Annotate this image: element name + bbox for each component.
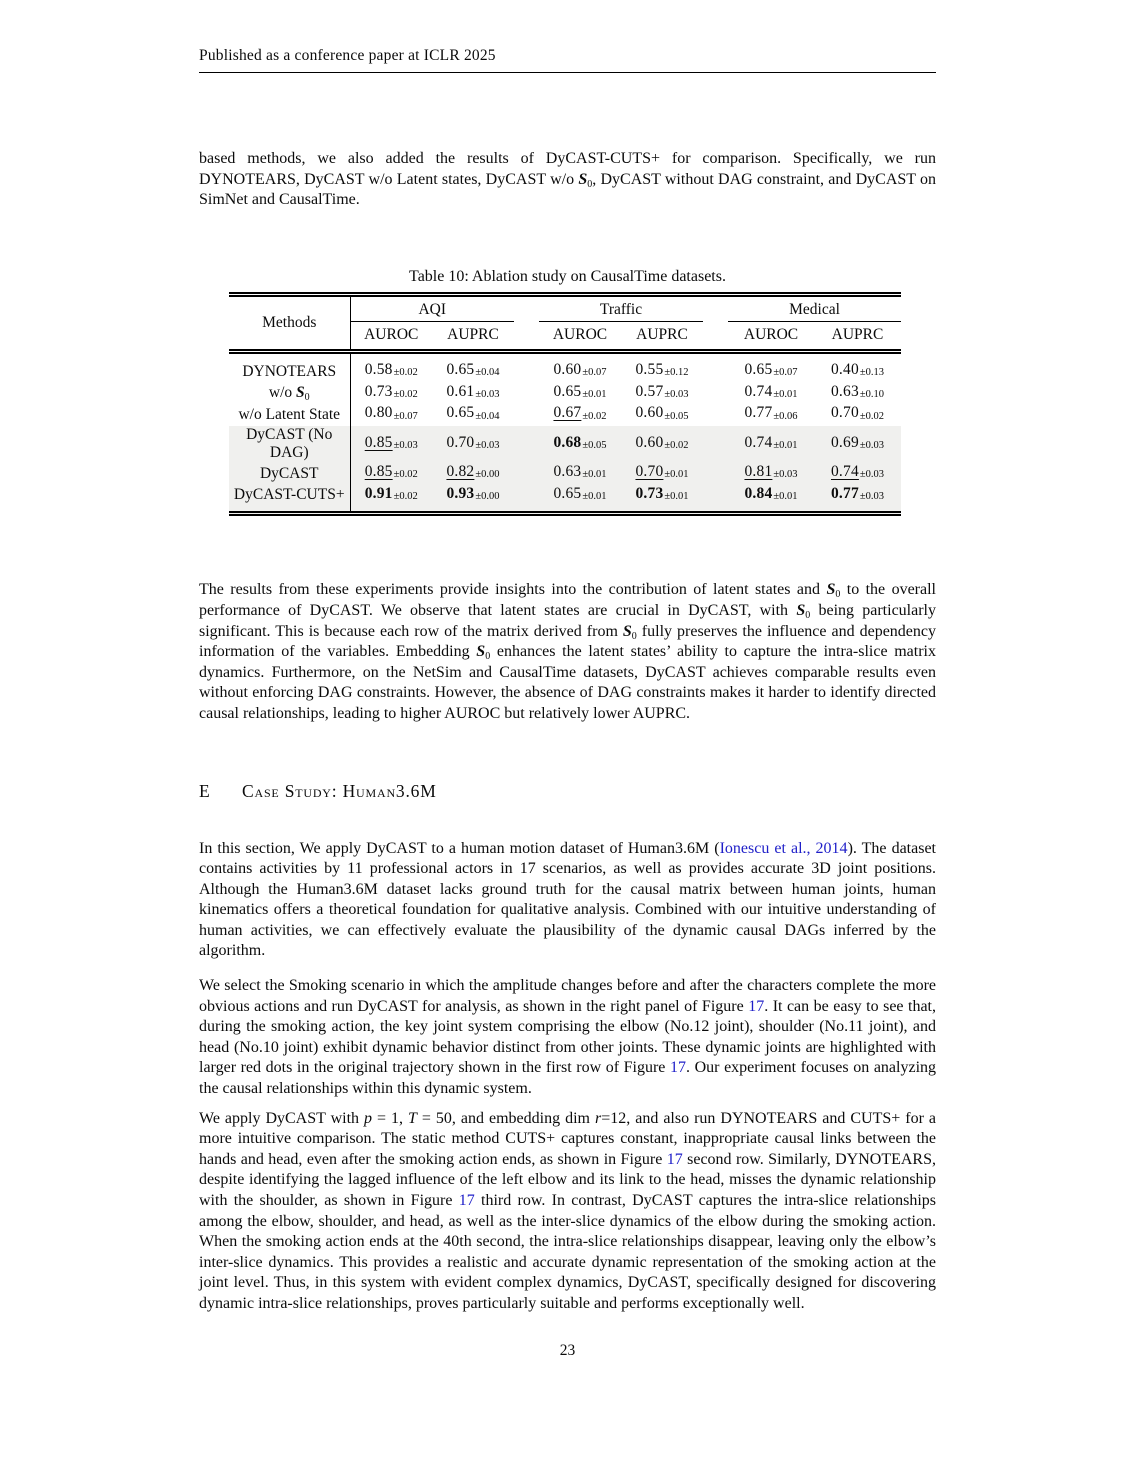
metric-cell bbox=[728, 485, 814, 514]
metric-cell bbox=[814, 426, 901, 463]
metric-value: 0.91 bbox=[364, 484, 393, 502]
metric-value: 0.74 bbox=[830, 462, 859, 480]
metric-cell bbox=[728, 426, 814, 463]
metric-cell bbox=[350, 485, 432, 514]
paragraph-results: The results from these experiments provide insights into the contribution of latent states and $S_0$ to the overall performance of DyCAST. We observe that latent states are crucial in DyCAST, with $S_0$ being particularly significant. This is because each row of the matrix derived from $S_0$ fully preserves the influence and dependency information of the variables. Embedding $S_0$ enhances the latent states’ ability to capture the intra-slice matrix dynamics. Furthermore, on the NetSim and CausalTime datasets, DyCAST achieves comparable results even without enforcing DAG constraints. However, the absence of DAG constraints makes it harder to identify directed causal relationships, leading to higher AUROC but relatively lower AUPRC. bbox=[199, 581, 937, 722]
metric-error: ±0.01 bbox=[773, 440, 798, 452]
ref-link[interactable]: 17 bbox=[748, 997, 765, 1015]
column-spacer bbox=[703, 351, 728, 382]
column-spacer bbox=[703, 426, 728, 463]
running-header: Published as a conference paper at ICLR 2025 bbox=[199, 47, 936, 73]
metric-cell bbox=[621, 383, 703, 405]
column-spacer bbox=[514, 426, 539, 463]
col-group-medical: Medical bbox=[728, 294, 901, 321]
metric-value: 0.70 bbox=[446, 433, 475, 451]
metric-value: 0.77 bbox=[744, 404, 773, 422]
column-spacer bbox=[514, 485, 539, 514]
col-group-aqi: AQI bbox=[350, 294, 514, 321]
metric-error: ±0.01 bbox=[582, 389, 607, 401]
math-symbol: $S_0$ bbox=[796, 601, 811, 621]
metric-cell bbox=[350, 351, 432, 382]
metric-error: ±0.12 bbox=[664, 367, 689, 379]
metric-cell bbox=[621, 426, 703, 463]
metric-cell bbox=[432, 351, 514, 382]
metric-error: ±0.07 bbox=[582, 367, 607, 379]
metric-cell bbox=[814, 383, 901, 405]
paragraph-intro: based methods, we also added the results of DyCAST-CUTS+ for comparison. Specifically, we run DYNOTEARS, DyCAST w/o Latent states, DyCAST w/o $S_0$, DyCAST without DAG constraint, and DyCAST on SimNet and CausalTime. bbox=[199, 150, 937, 209]
metric-error: ±0.02 bbox=[664, 440, 689, 452]
metric-error: ±0.04 bbox=[475, 367, 500, 379]
column-spacer bbox=[514, 463, 539, 485]
metric-value: 0.55 bbox=[635, 360, 664, 378]
metric-value: 0.63 bbox=[553, 462, 582, 480]
ref-link[interactable]: 17 bbox=[666, 1150, 683, 1168]
metric-error: ±0.05 bbox=[664, 410, 689, 422]
metric-error: ±0.03 bbox=[859, 469, 885, 481]
math-symbol: $S_0$ bbox=[622, 622, 637, 642]
metric-value: 0.58 bbox=[364, 360, 393, 378]
metric-value: 0.60 bbox=[635, 404, 664, 422]
metric-value: 0.65 bbox=[744, 360, 773, 378]
math-symbol: r bbox=[594, 1109, 602, 1127]
col-header-traffic-auprc: AUPRC bbox=[636, 325, 688, 343]
metric-error: ±0.13 bbox=[859, 367, 885, 379]
math-symbol: T bbox=[408, 1109, 417, 1127]
metric-cell bbox=[539, 404, 621, 426]
metric-error: ±0.03 bbox=[475, 440, 500, 452]
metric-error: ±0.07 bbox=[773, 367, 798, 379]
metric-cell bbox=[539, 485, 621, 514]
metric-value: 0.73 bbox=[635, 484, 664, 502]
column-spacer bbox=[514, 294, 539, 351]
metric-cell bbox=[728, 404, 814, 426]
metric-error: ±0.01 bbox=[773, 491, 798, 503]
row-label: DyCAST (No DAG) bbox=[229, 426, 350, 463]
metric-value: 0.84 bbox=[744, 484, 773, 502]
row-label: w/o $S_0$ bbox=[229, 383, 350, 405]
metric-value: 0.60 bbox=[553, 360, 582, 378]
metric-cell bbox=[432, 404, 514, 426]
metric-value: 0.74 bbox=[744, 382, 773, 400]
row-label: DyCAST bbox=[229, 463, 350, 485]
metric-value: 0.40 bbox=[830, 360, 859, 378]
metric-cell bbox=[539, 463, 621, 485]
metric-value: 0.70 bbox=[635, 462, 664, 480]
metric-cell bbox=[814, 485, 901, 514]
page-body bbox=[199, 0, 936, 1360]
metric-error: ±0.01 bbox=[664, 469, 689, 481]
metric-cell bbox=[814, 351, 901, 382]
metric-error: ±0.02 bbox=[393, 389, 418, 401]
column-spacer bbox=[514, 404, 539, 426]
metric-cell bbox=[432, 426, 514, 463]
col-header-medical-auroc: AUROC bbox=[743, 325, 799, 343]
metric-value: 0.65 bbox=[553, 484, 582, 502]
table-row bbox=[229, 463, 901, 485]
table-row bbox=[229, 351, 901, 382]
row-label: DYNOTEARS bbox=[229, 351, 350, 382]
metric-cell bbox=[539, 426, 621, 463]
page-number: 23 bbox=[559, 1341, 576, 1359]
metric-error: ±0.03 bbox=[664, 389, 689, 401]
metric-error: ±0.00 bbox=[475, 491, 500, 503]
metric-error: ±0.01 bbox=[582, 491, 607, 503]
metric-value: 0.57 bbox=[635, 382, 664, 400]
metric-cell bbox=[621, 485, 703, 514]
metric-error: ±0.01 bbox=[664, 491, 689, 503]
ref-link[interactable]: 17 bbox=[670, 1059, 687, 1077]
metric-error: ±0.00 bbox=[475, 469, 500, 481]
metric-cell bbox=[539, 383, 621, 405]
column-spacer bbox=[703, 404, 728, 426]
metric-value: 0.61 bbox=[446, 382, 475, 400]
row-label: w/o Latent State bbox=[229, 404, 350, 426]
metric-cell bbox=[621, 351, 703, 382]
section-title: Case Study: Human3.6M bbox=[242, 780, 437, 801]
paragraph-case-3: We apply DyCAST with p = 1, T = 50, and embedding dim r=12, and also run DYNOTEARS and CUTS+ for a more intuitive comparison. The static method CUTS+ captures constant, inappropriate causal links between the hands and head, even after the smoking action ends, as shown in Figure 17 second row. Similarly, DYNOTEARS, despite identifying the lagged influence of the left elbow and its link to the head, misses the dynamic relationship with the shoulder, as shown in Figure 17 third row. In contrast, DyCAST captures the intra-slice relationships among the elbow, shoulder, and head, as well as the inter-slice dynamics of the elbow during the smoking action. When the smoking action ends at the 40th second, the intra-slice relationships disappear, leaving only the elbow’s inter-slice dynamics. This provides a realistic and accurate dynamic representation of the smoking action at the joint level. Thus, in this system with evident complex dynamics, DyCAST, specifically designed for discovering dynamic intra-slice relationships, proves particularly suitable and performs exceptionally well. bbox=[199, 1109, 937, 1312]
metric-error: ±0.01 bbox=[582, 469, 607, 481]
metric-error: ±0.03 bbox=[773, 469, 798, 481]
metric-error: ±0.02 bbox=[393, 469, 418, 481]
metric-cell bbox=[728, 463, 814, 485]
metric-cell bbox=[350, 383, 432, 405]
metric-cell bbox=[350, 426, 432, 463]
ablation-table bbox=[229, 292, 901, 517]
column-spacer bbox=[703, 463, 728, 485]
metric-cell bbox=[814, 463, 901, 485]
column-spacer bbox=[514, 351, 539, 382]
metric-cell bbox=[432, 463, 514, 485]
metric-error: ±0.02 bbox=[582, 410, 607, 422]
metric-value: 0.77 bbox=[830, 484, 859, 502]
metric-value: 0.65 bbox=[446, 404, 475, 422]
math-symbol: $S_0$ bbox=[826, 581, 841, 601]
metric-error: ±0.03 bbox=[475, 389, 500, 401]
metric-value: 0.73 bbox=[364, 382, 393, 400]
ref-link[interactable]: 17 bbox=[458, 1192, 475, 1210]
metric-cell bbox=[350, 463, 432, 485]
column-spacer bbox=[703, 383, 728, 405]
metric-error: ±0.07 bbox=[393, 410, 418, 422]
col-header-medical-auprc: AUPRC bbox=[831, 325, 884, 343]
metric-error: ±0.04 bbox=[475, 410, 500, 422]
table-caption: Table 10: Ablation study on CausalTime datasets. bbox=[409, 267, 726, 285]
metric-error: ±0.01 bbox=[773, 389, 798, 401]
column-spacer bbox=[703, 294, 728, 351]
table-row bbox=[229, 485, 901, 514]
metric-value: 0.68 bbox=[553, 433, 582, 451]
col-group-traffic: Traffic bbox=[539, 294, 703, 321]
ref-link[interactable]: Ionescu et al., 2014 bbox=[719, 839, 848, 857]
col-header-methods: Methods bbox=[229, 294, 350, 351]
metric-value: 0.70 bbox=[830, 404, 859, 422]
math-symbol: $S_0$ bbox=[296, 384, 310, 404]
table-row bbox=[229, 383, 901, 405]
metric-value: 0.65 bbox=[446, 360, 475, 378]
metric-error: ±0.03 bbox=[859, 491, 885, 503]
table-row bbox=[229, 426, 901, 463]
metric-value: 0.85 bbox=[364, 462, 393, 480]
metric-cell bbox=[814, 404, 901, 426]
column-spacer bbox=[703, 485, 728, 514]
metric-cell bbox=[728, 383, 814, 405]
metric-value: 0.63 bbox=[830, 382, 859, 400]
metric-error: ±0.02 bbox=[393, 491, 418, 503]
table-row bbox=[229, 404, 901, 426]
metric-cell bbox=[621, 404, 703, 426]
metric-value: 0.85 bbox=[364, 433, 393, 451]
math-symbol: $S_0$ bbox=[476, 643, 491, 663]
metric-value: 0.65 bbox=[553, 382, 582, 400]
metric-cell bbox=[728, 351, 814, 382]
metric-value: 0.60 bbox=[635, 433, 664, 451]
metric-error: ±0.03 bbox=[393, 440, 418, 452]
col-header-aqi-auprc: AUPRC bbox=[447, 325, 499, 343]
metric-error: ±0.10 bbox=[859, 389, 885, 401]
metric-value: 0.82 bbox=[446, 462, 475, 480]
metric-error: ±0.02 bbox=[393, 367, 418, 379]
section-letter: E bbox=[199, 780, 210, 801]
row-label: DyCAST-CUTS+ bbox=[229, 485, 350, 514]
metric-value: 0.93 bbox=[446, 484, 475, 502]
metric-cell bbox=[621, 463, 703, 485]
math-symbol: p bbox=[364, 1109, 373, 1127]
section-heading bbox=[199, 781, 936, 802]
metric-value: 0.74 bbox=[744, 433, 773, 451]
metric-value: 0.69 bbox=[830, 433, 859, 451]
metric-error: ±0.02 bbox=[859, 410, 885, 422]
col-header-traffic-auroc: AUROC bbox=[552, 325, 608, 343]
paragraph-case-1: In this section, We apply DyCAST to a human motion dataset of Human3.6M (Ionescu et al., 2014). The dataset contains activities by 11 professional actors in 17 scenarios, as well as provides accurate 3D joint positions. Although the Human3.6M dataset lacks ground truth for the causal matrix between human joints, human kinematics offers a theoretical foundation for qualitative analysis. Combined with our intuitive understanding of human activities, we can effectively evaluate the plausibility of the dynamic causal DAGs inferred by the algorithm. bbox=[199, 839, 936, 960]
metric-cell bbox=[350, 404, 432, 426]
metric-error: ±0.05 bbox=[582, 440, 607, 452]
metric-cell bbox=[539, 351, 621, 382]
col-header-aqi-auroc: AUROC bbox=[364, 325, 419, 343]
column-spacer bbox=[514, 383, 539, 405]
metric-cell bbox=[432, 383, 514, 405]
table-header-row-groups bbox=[229, 294, 901, 321]
metric-error: ±0.06 bbox=[773, 410, 798, 422]
metric-error: ±0.03 bbox=[859, 440, 885, 452]
metric-value: 0.67 bbox=[553, 404, 582, 422]
metric-cell bbox=[432, 485, 514, 514]
metric-value: 0.81 bbox=[744, 462, 773, 480]
metric-value: 0.80 bbox=[364, 404, 393, 422]
math-symbol: $S_0$ bbox=[578, 170, 593, 190]
paragraph-case-2: We select the Smoking scenario in which the amplitude changes before and after the characters complete the more obvious actions and run DyCAST for analysis, as shown in the right panel of Figure 17. It can be easy to see that, during the smoking action, the key joint system comprising the elbow (No.12 joint), shoulder (No.11 joint), and head (No.10 joint) exhibit dynamic behavior distinct from other joints. These dynamic joints are highlighted with larger red dots in the original trajectory shown in the first row of Figure 17. Our experiment focuses on analyzing the causal relationships within this dynamic system. bbox=[199, 977, 937, 1098]
